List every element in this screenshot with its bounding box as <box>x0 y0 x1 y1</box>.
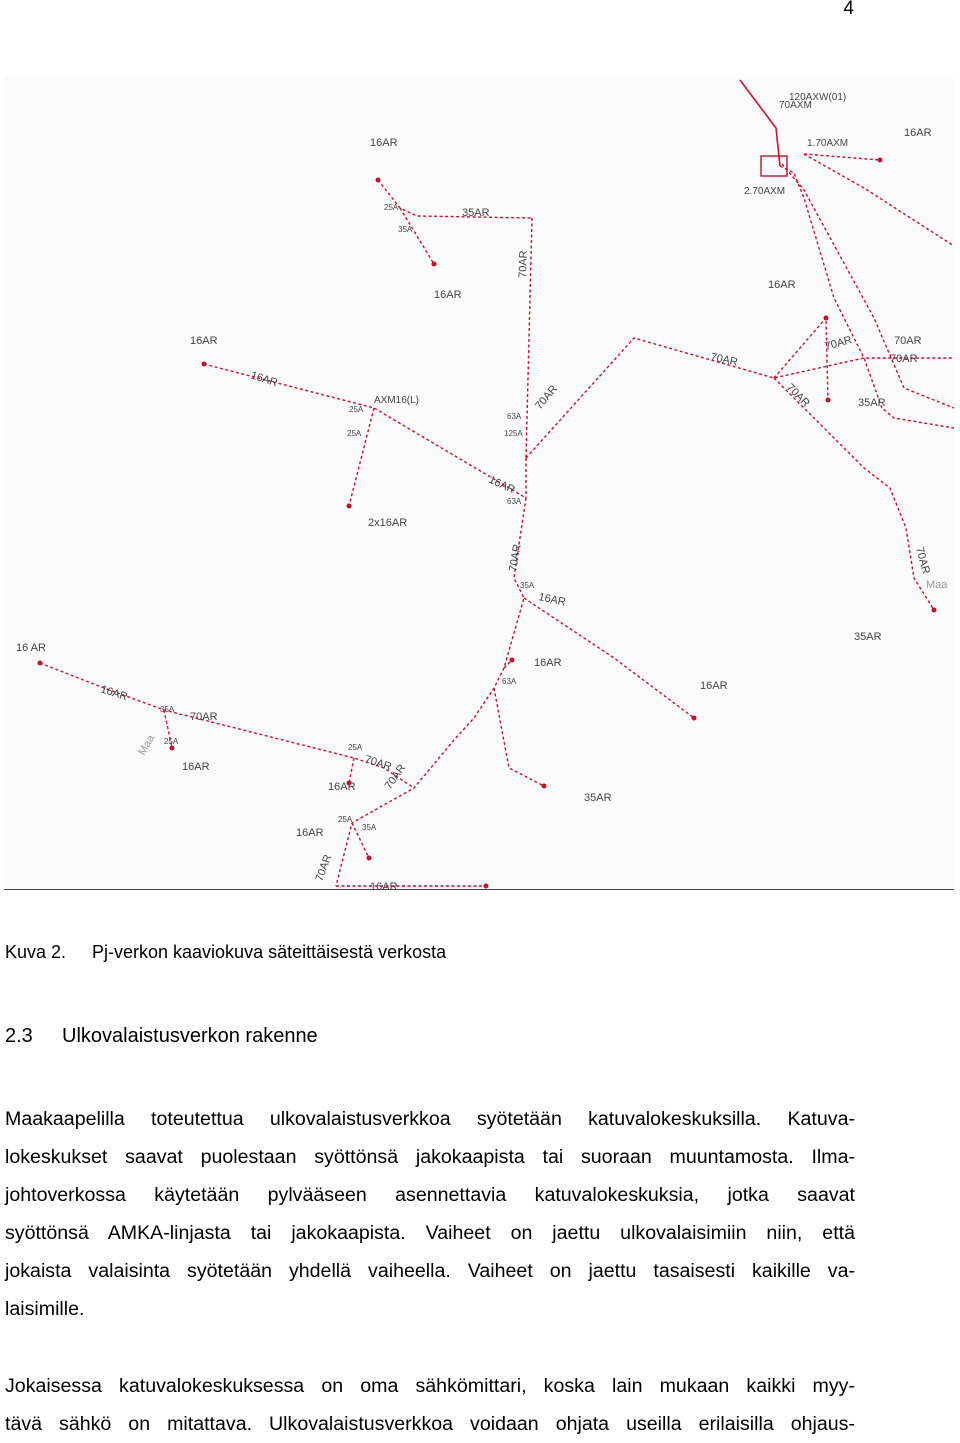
paragraph-line: tävä sähkö on mitattava. Ulkovalaistusverkkoa voidaan ohjata useilla erilaisilla ohjaus- <box>5 1413 855 1435</box>
network-diagram <box>4 78 954 890</box>
cable-label: AXM16(L) <box>374 395 420 406</box>
section-title: Ulkovalaistusverkon rakenne <box>62 1025 318 1047</box>
cable-label: 70AR <box>382 762 409 792</box>
caption-number: Kuva 2. <box>5 942 67 962</box>
cable-label: 16AR <box>296 827 324 839</box>
cable-label: 16AR <box>370 137 398 149</box>
cable-label: 35AR <box>462 207 490 219</box>
fuse-label: 63A <box>507 412 522 421</box>
ground-label: Maa <box>136 732 158 758</box>
cable-label: 1.70AXM <box>807 138 849 149</box>
fuse-label: 25A <box>348 743 363 752</box>
cable-label: 35AR <box>854 631 882 643</box>
cable-label: 70AR <box>913 545 932 576</box>
cable-label: 2x16AR <box>368 517 408 529</box>
cable-label: 16 AR <box>16 642 46 654</box>
cable-label: 70AR <box>517 250 530 279</box>
cable-label: 70AXM <box>779 100 812 111</box>
fuse-label: 63A <box>507 497 522 506</box>
cable-label: 70AR <box>190 711 218 723</box>
fuse-label: 63A <box>502 677 517 686</box>
cable-label: 16AR <box>700 680 728 692</box>
fuse-label: 25A <box>349 405 364 414</box>
cable-label: 16AR <box>537 591 567 609</box>
paragraph-line: laisimille. <box>5 1298 85 1320</box>
paragraph-line: Jokaisessa katuvalokeskuksessa on oma sähkömittari, koska lain mukaan kaikki myy- <box>5 1375 855 1397</box>
cable-label: 70AR <box>507 543 524 573</box>
fuse-label: 25A <box>347 429 362 438</box>
cable-label: 70AR <box>363 753 393 774</box>
cable-label: 16AR <box>328 781 356 793</box>
cable-label: 16AR <box>434 289 462 301</box>
paragraph-line: johtoverkossa käytetään pylvääseen asennettavia katuvalokeskuksia, jotka saavat <box>5 1184 855 1206</box>
paragraph-line: lokeskukset saavat puolestaan syöttönsä jakokaapista tai suoraan muuntamosta. Ilma- <box>5 1146 855 1168</box>
cable-label: 16AR <box>486 473 517 497</box>
caption-text: Pj-verkon kaaviokuva säteittäisestä verkosta <box>92 942 447 962</box>
page-number: 4 <box>843 0 854 19</box>
section-number: 2.3 <box>5 1025 33 1047</box>
cable-label: 16AR <box>249 369 279 390</box>
fuse-label: 35A <box>398 225 413 234</box>
cable-label: 70AR <box>890 353 918 365</box>
fuse-label: 25A <box>384 203 399 212</box>
fuse-label: 25A <box>338 815 353 824</box>
cable-label: 35AR <box>584 792 612 804</box>
fuse-label: 25A <box>164 737 179 746</box>
cable-label: 16AR <box>904 127 932 139</box>
cable-label: 70AR <box>313 853 335 884</box>
figure-bottom-rule <box>4 889 954 890</box>
cable-label: 120AXW(01) <box>789 92 847 103</box>
body-paragraph <box>5 1100 855 1328</box>
paragraph-line: jokaista valaisinta syötetään yhdellä vaiheella. Vaiheet on jaettu tasaisesti kaikille va- <box>5 1260 855 1282</box>
fuse-label: 35A <box>520 581 535 590</box>
cable-label: 70AR <box>894 335 922 347</box>
network-diagram-svg <box>4 78 954 890</box>
cable-label: 16AR <box>182 761 210 773</box>
cable-label: 16AR <box>99 683 129 704</box>
cable-label: 70AR <box>709 351 739 369</box>
cable-label: 2.70AXM <box>744 186 786 197</box>
paragraph-line: syöttönsä AMKA-linjasta tai jakokaapista. Vaiheet on jaettu ulkovalaisimiin niin, että <box>5 1222 855 1244</box>
fuse-label: 35A <box>160 705 175 714</box>
cable-label: 70AR <box>533 383 560 412</box>
fuse-label: 125A <box>504 429 523 438</box>
ground-label: Maa <box>926 579 948 591</box>
cable-label: 70AR <box>783 381 812 410</box>
section-heading <box>5 1025 318 1048</box>
cable-label: 16AR <box>370 881 398 890</box>
figure-caption <box>5 942 446 963</box>
body-paragraph <box>5 1367 855 1443</box>
cable-label: 70AR <box>823 334 854 353</box>
fuse-label: 35A <box>362 823 377 832</box>
cable-label: 16AR <box>190 335 218 347</box>
diagram-background <box>4 78 954 890</box>
paragraph-line: Maakaapelilla toteutettua ulkovalaistusverkkoa syötetään katuvalokeskuksilla. Katuva- <box>5 1108 855 1130</box>
cable-label: 16AR <box>534 657 562 669</box>
cable-label: 35AR <box>858 397 886 409</box>
cable-label: 16AR <box>768 279 796 291</box>
